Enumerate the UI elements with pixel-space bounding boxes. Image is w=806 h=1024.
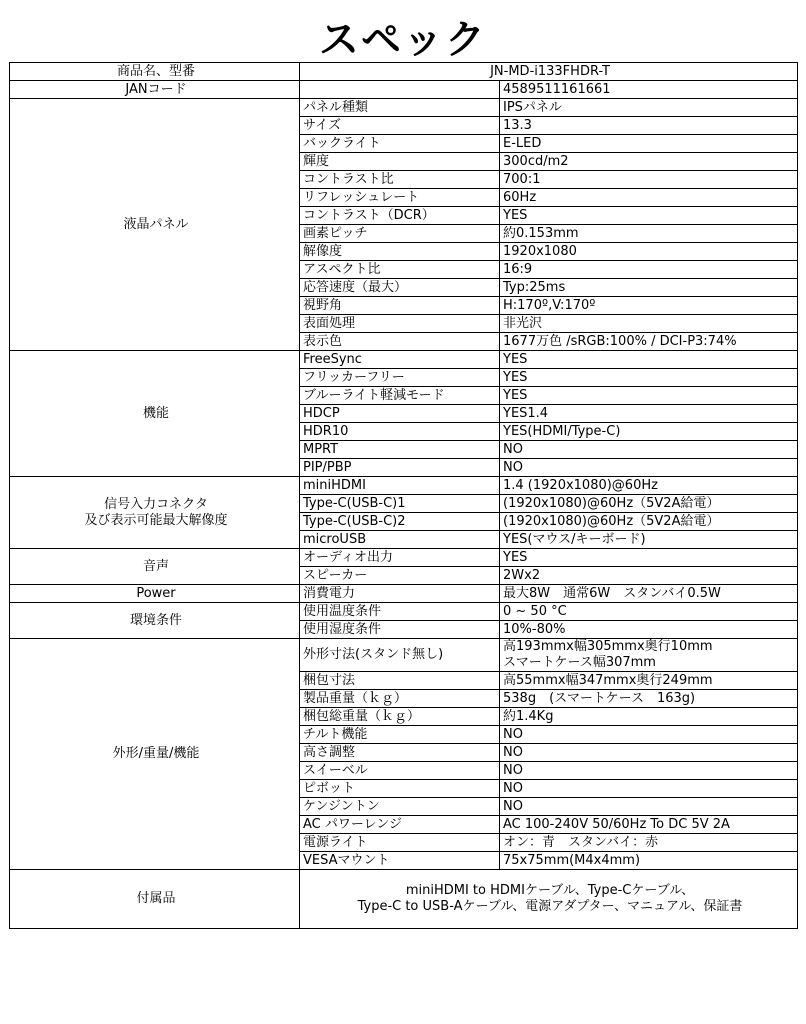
spec-value: E-LED <box>500 135 798 153</box>
spec-label: オーディオ出力 <box>300 549 500 567</box>
spec-value <box>500 639 798 672</box>
spec-value: YES(マウス/キーボード) <box>500 531 798 549</box>
spec-label: スピーカー <box>300 567 500 585</box>
spec-label: 輝度 <box>300 153 500 171</box>
spec-label: 応答速度（最大） <box>300 279 500 297</box>
group-audio <box>10 549 798 585</box>
spec-value: 13.3 <box>500 117 798 135</box>
spec-label: 表面処理 <box>300 315 500 333</box>
spec-value: オン：青 スタンバイ：赤 <box>500 834 798 852</box>
spec-label: MPRT <box>300 441 500 459</box>
spec-label: スイーベル <box>300 762 500 780</box>
spec-value: NO <box>500 726 798 744</box>
spec-value: (1920x1080)@60Hz（5V2A給電） <box>500 495 798 513</box>
category-physical: 外形/重量/機能 <box>10 639 300 870</box>
spec-value: NO <box>500 762 798 780</box>
row-label: JANコード <box>10 81 300 99</box>
spec-value: NO <box>500 798 798 816</box>
category-signal <box>10 477 300 549</box>
table-row <box>10 870 798 929</box>
category-environment: 環境条件 <box>10 603 300 639</box>
spec-value: 2Wx2 <box>500 567 798 585</box>
spec-label: パネル種類 <box>300 99 500 117</box>
page-title: スペック <box>319 17 487 63</box>
group-signal <box>10 477 798 549</box>
spec-value-line: スマートケース幅307mm <box>503 655 656 670</box>
spec-value-line: 高193mmx幅305mmx奥行10mm <box>503 639 713 654</box>
spec-value: NO <box>500 744 798 762</box>
group-panel <box>10 99 798 351</box>
spec-value: H:170º,V:170º <box>500 297 798 315</box>
spec-label: 梱包総重量（ｋｇ） <box>300 708 500 726</box>
group-power <box>10 585 798 603</box>
spec-value: Typ:25ms <box>500 279 798 297</box>
spec-value: YES(HDMI/Type-C) <box>500 423 798 441</box>
row-value: JN-MD-i133FHDR-T <box>300 63 798 81</box>
table-row <box>10 549 798 567</box>
table-row <box>10 81 798 99</box>
spec-label: 消費電力 <box>300 585 500 603</box>
spec-label: miniHDMI <box>300 477 500 495</box>
spec-value: YES <box>500 351 798 369</box>
spec-value: YES <box>500 549 798 567</box>
spec-value: 非光沢 <box>500 315 798 333</box>
spec-label: 使用湿度条件 <box>300 621 500 639</box>
spec-label: チルト機能 <box>300 726 500 744</box>
spec-label: 製品重量（ｋｇ） <box>300 690 500 708</box>
row-label: 商品名、型番 <box>10 63 300 81</box>
spec-label: バックライト <box>300 135 500 153</box>
spec-value: 60Hz <box>500 189 798 207</box>
table-row <box>10 477 798 495</box>
category-panel: 液晶パネル <box>10 99 300 351</box>
category-label-line: 及び表示可能最大解像度 <box>84 512 228 528</box>
spec-label: 外形寸法(スタンド無し) <box>300 639 500 672</box>
spec-label: AC パワーレンジ <box>300 816 500 834</box>
spec-label: microUSB <box>300 531 500 549</box>
spec-label: 視野角 <box>300 297 500 315</box>
spec-label: 画素ピッチ <box>300 225 500 243</box>
spec-label: リフレッシュレート <box>300 189 500 207</box>
spec-label: コントラスト（DCR） <box>300 207 500 225</box>
spec-label: HDCP <box>300 405 500 423</box>
spec-value: NO <box>500 780 798 798</box>
category-accessories: 付属品 <box>10 870 300 929</box>
spec-value: 700:1 <box>500 171 798 189</box>
row-value: 4589511161661 <box>500 81 798 99</box>
spec-label: コントラスト比 <box>300 171 500 189</box>
spec-value: YES1.4 <box>500 405 798 423</box>
table-row <box>10 351 798 369</box>
spec-value: (1920x1080)@60Hz（5V2A給電） <box>500 513 798 531</box>
spec-value: AC 100-240V 50/60Hz To DC 5V 2A <box>500 816 798 834</box>
spec-label: 表示色 <box>300 333 500 351</box>
spec-label: アスペクト比 <box>300 261 500 279</box>
spec-label: 解像度 <box>300 243 500 261</box>
group-features <box>10 351 798 477</box>
spec-value: 最大8W 通常6W スタンバイ0.5W <box>500 585 798 603</box>
spec-value: 75x75mm(M4x4mm) <box>500 852 798 870</box>
spec-label: PIP/PBP <box>300 459 500 477</box>
spec-value: 高55mmx幅347mmx奥行249mm <box>500 672 798 690</box>
spec-label: 梱包寸法 <box>300 672 500 690</box>
spec-label: ケンジントン <box>300 798 500 816</box>
spec-label: フリッカーフリー <box>300 369 500 387</box>
spec-value: 10%-80% <box>500 621 798 639</box>
table-row <box>10 585 798 603</box>
spec-label: 使用温度条件 <box>300 603 500 621</box>
spec-table <box>9 62 798 929</box>
spec-value: 16:9 <box>500 261 798 279</box>
category-label-line: 信号入力コネクタ <box>104 496 208 512</box>
spec-label: HDR10 <box>300 423 500 441</box>
accessories-line: Type-C to USB-Aケーブル、電源アダプター、マニュアル、保証書 <box>357 899 743 914</box>
category-power: Power <box>10 585 300 603</box>
group-environment <box>10 603 798 639</box>
accessories-line: miniHDMI to HDMIケーブル、Type-Cケーブル、 <box>405 883 695 898</box>
spec-value: NO <box>500 459 798 477</box>
spec-label: FreeSync <box>300 351 500 369</box>
spec-value: 538g (スマートケース 163g) <box>500 690 798 708</box>
spec-label: ブルーライト軽減モード <box>300 387 500 405</box>
spec-label: 電源ライト <box>300 834 500 852</box>
spec-value: 1920x1080 <box>500 243 798 261</box>
spec-label: VESAマウント <box>300 852 500 870</box>
spec-value: 約1.4Kg <box>500 708 798 726</box>
table-row <box>10 603 798 621</box>
group-physical <box>10 639 798 870</box>
spec-value: YES <box>500 369 798 387</box>
spec-label: Type-C(USB-C)2 <box>300 513 500 531</box>
table-row <box>10 99 798 117</box>
spec-value: 約0.153mm <box>500 225 798 243</box>
spec-value: YES <box>500 207 798 225</box>
table-row <box>10 639 798 672</box>
spec-value: 300cd/m2 <box>500 153 798 171</box>
spec-label: ピボット <box>300 780 500 798</box>
category-features: 機能 <box>10 351 300 477</box>
spec-label: Type-C(USB-C)1 <box>300 495 500 513</box>
empty-cell <box>300 81 500 99</box>
spec-value: NO <box>500 441 798 459</box>
spec-label: 高さ調整 <box>300 744 500 762</box>
accessories-value <box>300 870 798 929</box>
spec-value: 0 ~ 50 °C <box>500 603 798 621</box>
spec-value: 1677万色 /sRGB:100% / DCI-P3:74% <box>500 333 798 351</box>
spec-value: 1.4 (1920x1080)@60Hz <box>500 477 798 495</box>
spec-label: サイズ <box>300 117 500 135</box>
spec-value: IPSパネル <box>500 99 798 117</box>
spec-value: YES <box>500 387 798 405</box>
category-audio: 音声 <box>10 549 300 585</box>
table-row <box>10 63 798 81</box>
